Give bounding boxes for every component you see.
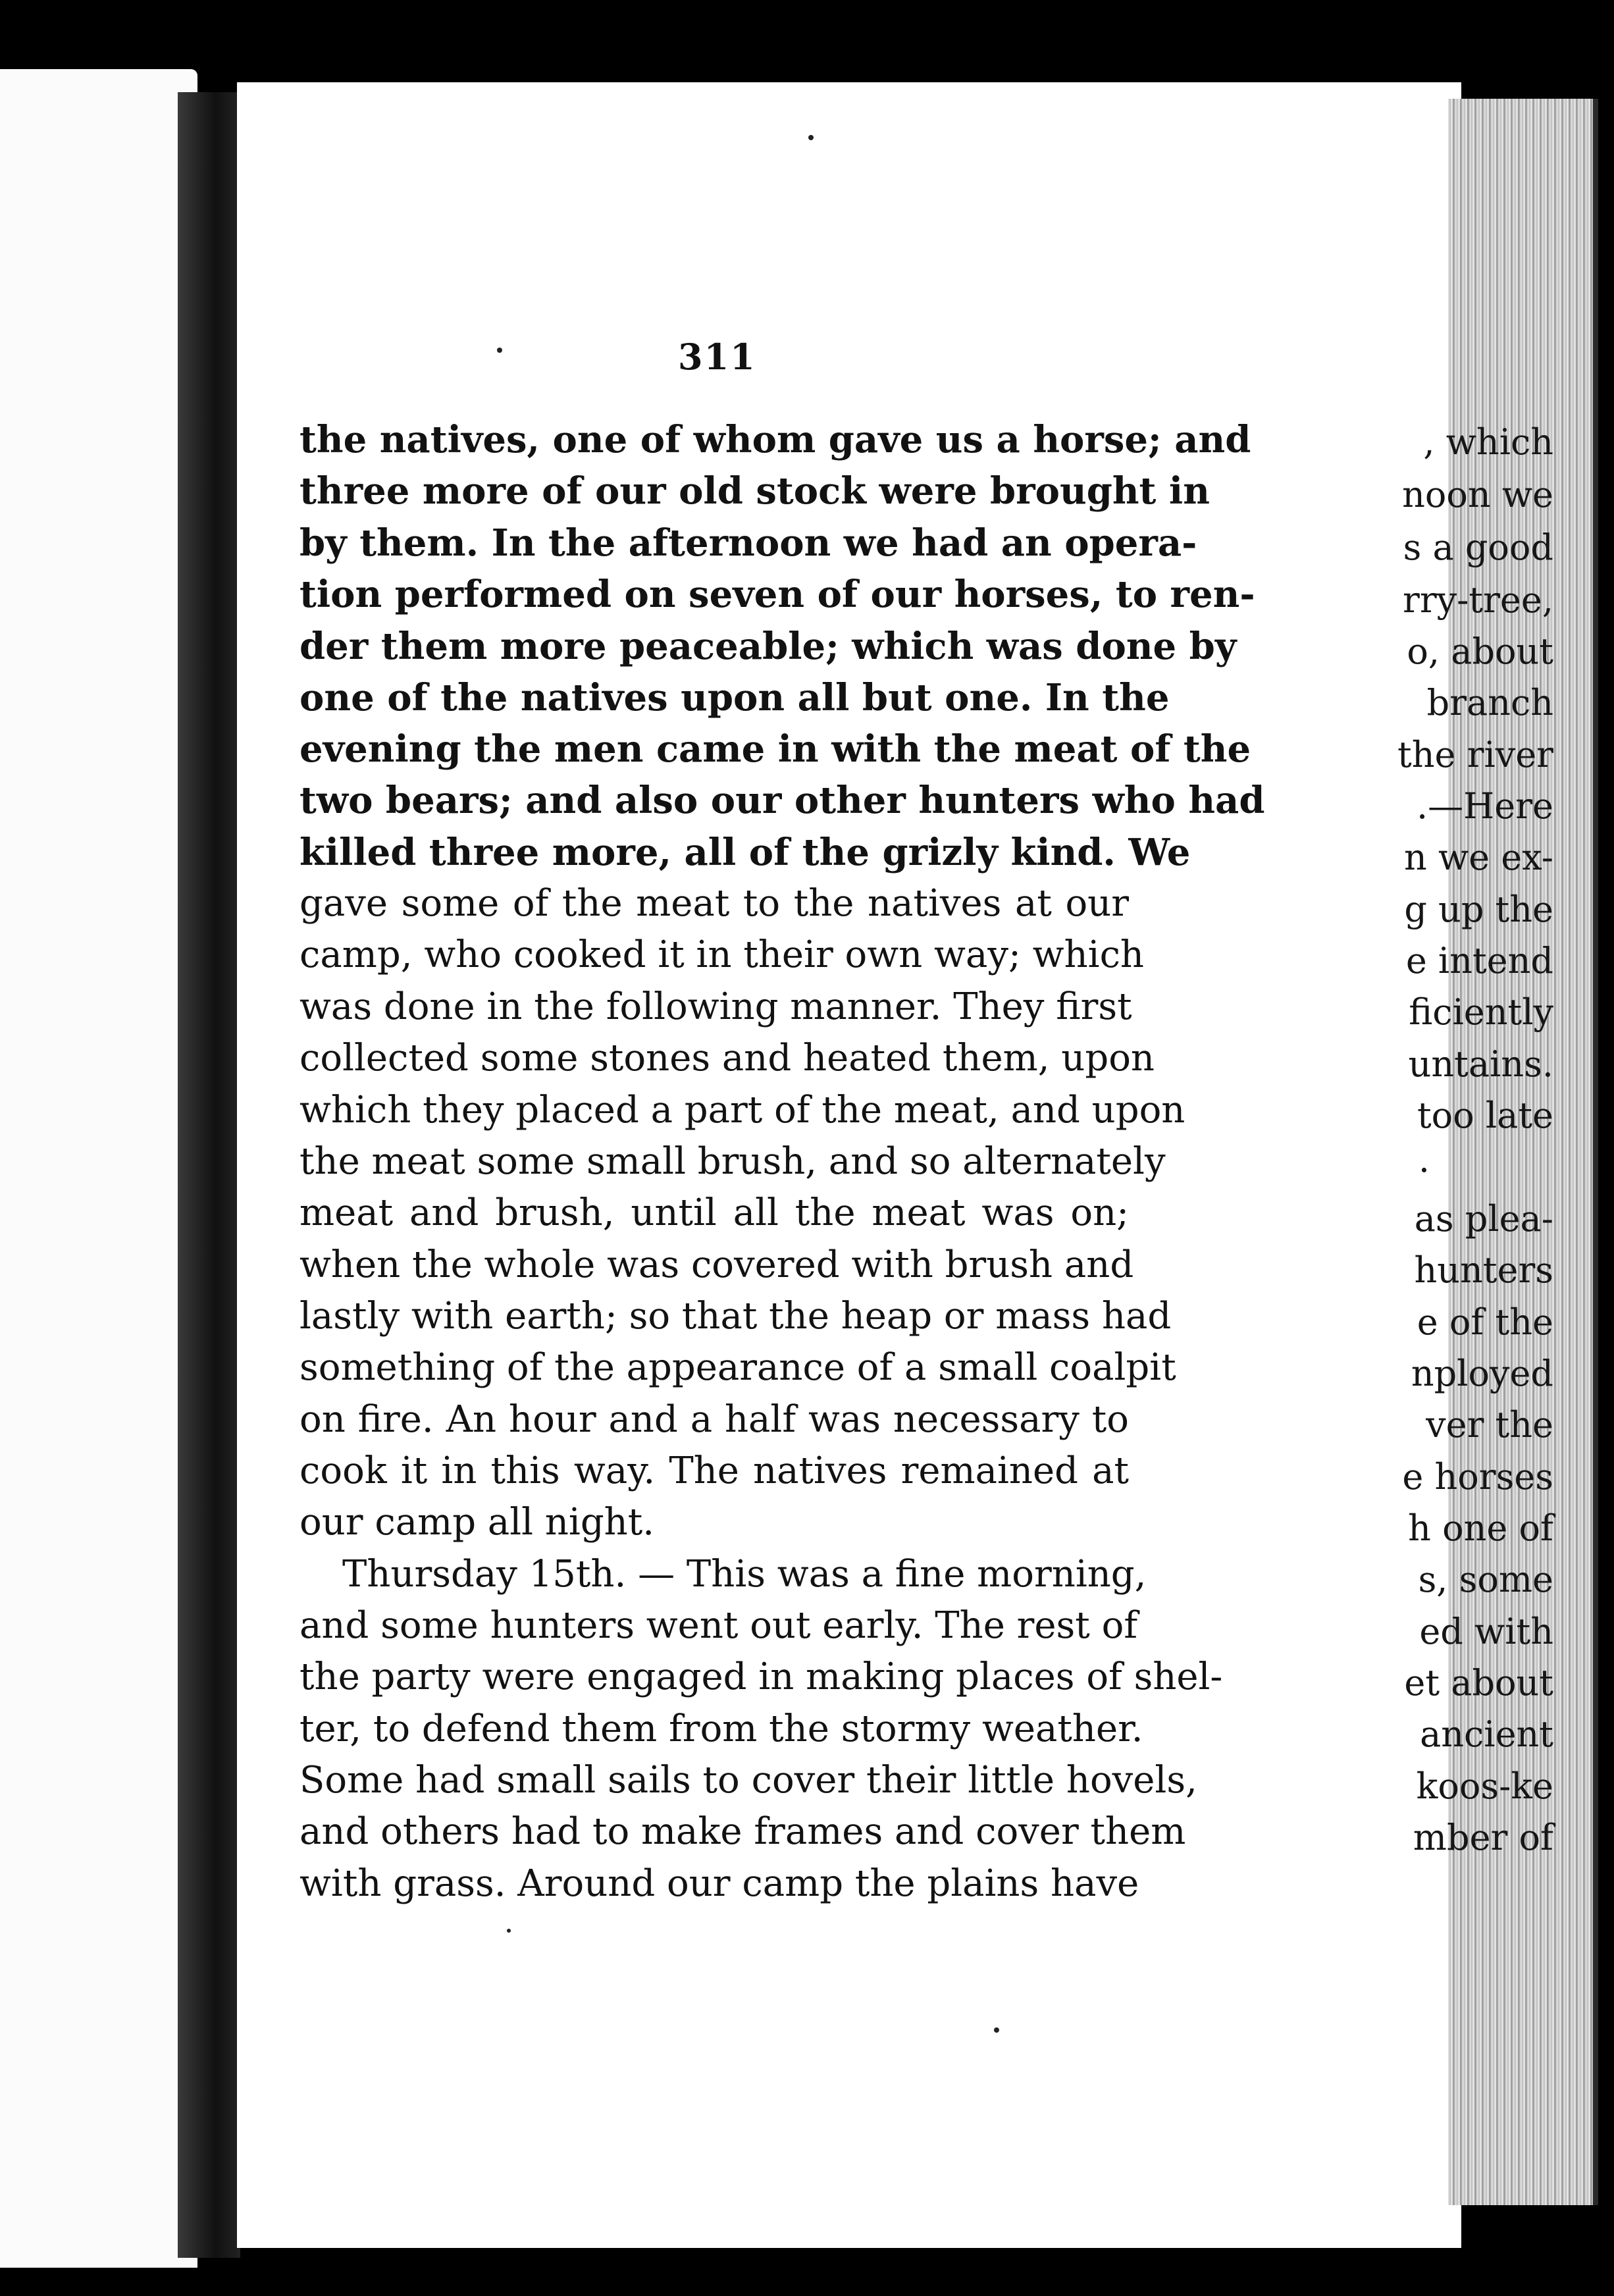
scan-speck [497,348,502,353]
scan-speck [994,2027,999,2033]
left-line: the river [1397,734,1553,775]
left-line: ed with [1419,1611,1553,1652]
left-line: s, some [1418,1559,1553,1600]
scan-speck [808,135,814,140]
left-line: rry-tree, [1403,579,1553,621]
left-line: hunters [1414,1249,1553,1291]
text-line: Some had small sails to cover their little hovels, [299,1759,1197,1802]
left-line: et about [1404,1662,1553,1704]
scan-speck [507,1929,511,1933]
text-line: camp, who cooked it in their own way; which [299,933,1144,976]
text-line: gave some of the meat to the natives at our [299,882,1129,925]
left-line: e of the [1417,1301,1553,1343]
text-line: something of the appearance of a small coalpit [299,1346,1176,1389]
left-line: too late [1417,1095,1553,1136]
page-number: 311 [678,336,756,378]
left-line: nployed [1411,1353,1553,1394]
left-line: e intend [1405,940,1553,981]
left-line: s a good [1403,527,1553,568]
left-line: .—Here [1417,785,1553,827]
text-line: when the whole was covered with brush and [299,1243,1134,1286]
text-line: cook it in this way. The natives remained at [299,1449,1129,1492]
text-line: three more of our old stock were brought in [299,469,1210,513]
text-line: one of the natives upon all but one. In the [299,676,1170,719]
text-line: collected some stones and heated them, upon [299,1037,1155,1080]
left-line: , which [1423,421,1553,463]
text-line: killed three more, all of the grizly kind. We [299,831,1191,874]
left-line: mber of [1413,1817,1553,1858]
left-line: as plea- [1414,1198,1553,1239]
left-line: noon we [1402,474,1553,515]
text-line: which they placed a part of the meat, and upon [299,1089,1185,1132]
left-line: untains. [1408,1043,1553,1085]
text-line: our camp all night. [299,1501,655,1544]
text-line: the party were engaged in making places of shel- [299,1656,1223,1698]
text-line: and others had to make frames and cover them [299,1810,1186,1853]
text-line: tion performed on seven of our horses, to ren- [299,573,1255,616]
left-line: . [1418,1139,1430,1180]
left-line: o, about [1407,631,1553,672]
left-line: n we ex- [1404,837,1553,878]
text-line: with grass. Around our camp the plains have [299,1862,1139,1905]
left-line: ancient [1420,1713,1553,1755]
text-line: the meat some small brush, and so alternately [299,1140,1166,1183]
left-facing-page [0,69,197,2268]
text-line: der them more peaceable; which was done by [299,625,1237,668]
left-line: h one of [1408,1507,1553,1549]
left-line: ficiently [1409,991,1553,1033]
text-line: by them. In the afternoon we had an opera- [299,521,1197,565]
left-line: e horses [1402,1456,1553,1498]
left-line: koos-ke [1416,1765,1553,1807]
text-line: two bears; and also our other hunters who had [299,779,1265,822]
left-line: g up the [1404,889,1553,930]
text-line: ter, to defend them from the stormy weather. [299,1708,1143,1750]
left-line: branch [1426,682,1553,723]
left-line: ver the [1426,1404,1553,1446]
text-line: Thursday 15th. — This was a fine morning, [342,1553,1147,1596]
text-line: on fire. An hour and a half was necessary to [299,1398,1129,1441]
text-line: evening the men came in with the meat of the [299,727,1251,771]
text-line: and some hunters went out early. The rest of [299,1604,1138,1647]
text-line: the natives, one of whom gave us a horse; and [299,418,1251,461]
book-gutter [178,92,240,2258]
page-edges [1448,99,1598,2205]
text-line: lastly with earth; so that the heap or mass had [299,1295,1172,1338]
text-line: was done in the following manner. They first [299,985,1132,1028]
text-line: meat and brush, until all the meat was on; [299,1191,1129,1234]
